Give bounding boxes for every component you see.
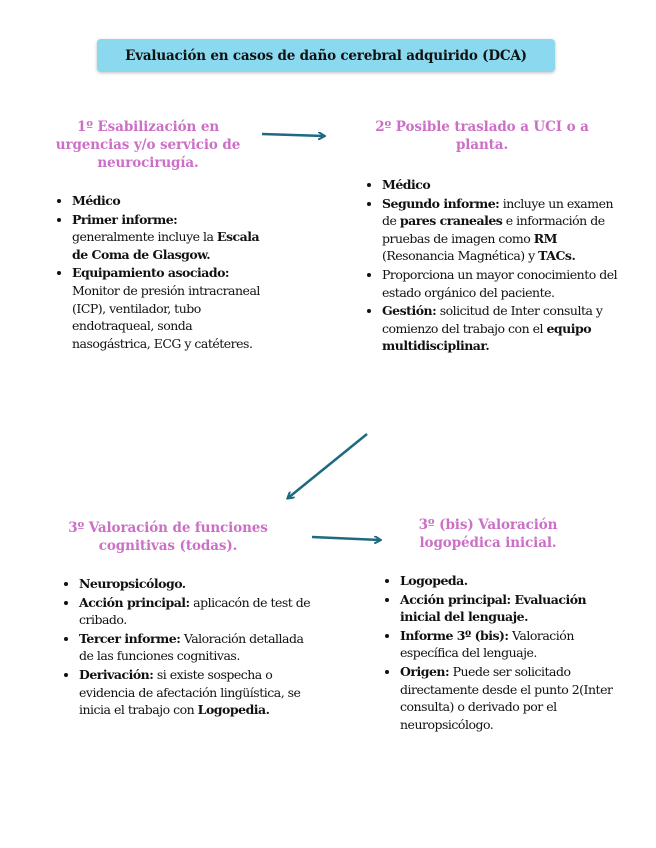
step-item-text: Informe 3º (bis): [400, 627, 509, 643]
step-item-text: Acción principal: [79, 594, 190, 610]
step-item-text: equipo multidisciplinar. [382, 320, 592, 354]
step-item-text: Médico [72, 193, 121, 208]
step-item-text: Médico [382, 177, 431, 192]
step-item-text: Proporciona un mayor conocimiento del estado orgánico del paciente. [382, 266, 618, 300]
step-3-title: 3º Valoración de funciones cognitivas (todas). [68, 520, 268, 554]
diagram-title: Evaluación en casos de daño cerebral adquirido (DCA) [125, 47, 527, 64]
step-item-text: Neuropsicólogo. [79, 576, 186, 591]
step-item-text: Acción principal: Evaluación inicial del lenguaje. [400, 591, 587, 625]
step-item-text: aplicacón de test de cribado. [79, 594, 311, 628]
step-item-text: (Resonancia Magnética) y [382, 248, 539, 264]
step-item-text: incluye un examen de [382, 195, 614, 229]
step-item-text: Derivación: [79, 666, 154, 682]
arrow-step3-to-step3bis [312, 537, 380, 540]
step-1-title: 1º Esabilización en urgencias y/o servicio de neurocirugía. [55, 119, 241, 171]
step-item-text: Tercer informe: [79, 630, 181, 646]
step-item-text: Logopeda. [400, 573, 468, 588]
step-item-text: Primer informe: [72, 211, 178, 227]
step-item-text: Escala de Coma de Glasgow. [72, 229, 260, 262]
step-item-text: Gestión: [382, 303, 437, 319]
step-3bis-title: 3º (bis) Valoración logopédica inicial. [418, 517, 558, 551]
step-2-title: 2º Posible traslado a UCI o a planta. [375, 119, 589, 153]
step-item-text: TACs. [538, 248, 576, 264]
step-item-text: Logopedia. [197, 702, 270, 718]
step-item-text: Valoración específica del lenguaje. [400, 627, 574, 661]
arrow-step2-to-step3 [288, 434, 367, 498]
step-item-text: generalmente incluye la [72, 229, 217, 245]
step-item-text: pares craneales [399, 213, 503, 229]
step-item-text: Valoración detallada de las funciones cognitivas. [79, 630, 304, 664]
step-item-text: Segundo informe: [382, 195, 500, 211]
step-item-text: Puede ser solicitado directamente desde el punto 2(Inter consulta) o derivado por el neuropsicólogo. [400, 663, 613, 732]
step-item-text: RM [533, 230, 557, 246]
step-item-text: Equipamiento asociado: [72, 265, 230, 281]
step-item-text: e información de pruebas de imagen como [382, 213, 605, 246]
step-item-text: solicitud de Inter consulta y comienzo del trabajo con el [382, 303, 603, 336]
step-item-text: Monitor de presión intracraneal (ICP), ventilador, tubo endotraqueal, sonda nasogástrica, ECG y catéteres. [72, 282, 260, 351]
arrow-step1-to-step2 [262, 134, 324, 136]
step-item-text: si existe sospecha o evidencia de afectación lingüística, se inicia el trabajo con [79, 666, 301, 718]
step-item-text: Origen: [400, 663, 450, 679]
